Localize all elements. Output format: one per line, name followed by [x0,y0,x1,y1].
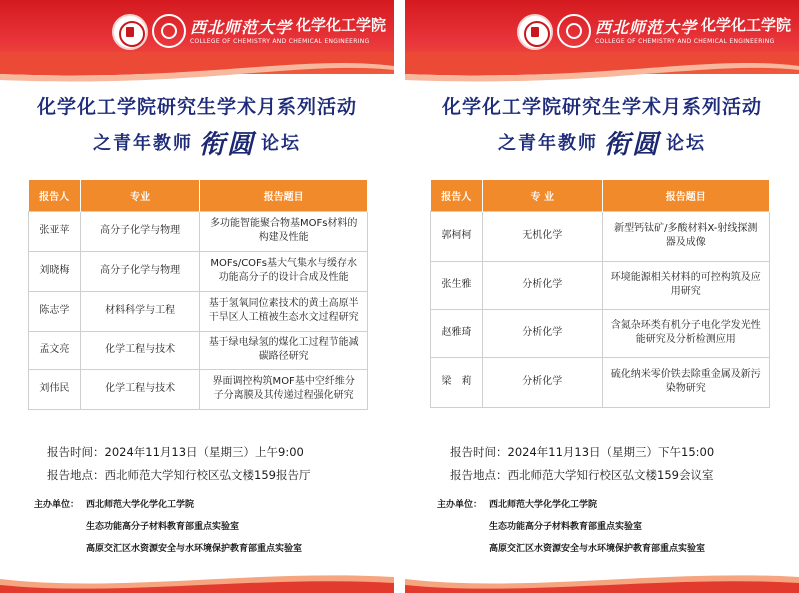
report-topic: 基于绿电绿氢的煤化工过程节能减碳路径研究 [200,331,368,369]
college-name: 化学化工学院 [701,16,792,34]
speaker-name: 郭柯柯 [431,211,483,261]
report-place: 报告地点：西北师范大学知行校区弘文楼159会议室 [450,468,714,482]
speaker-major: 分析化学 [482,261,602,309]
organizer: 高原交汇区水资源安全与水环境保护教育部重点实验室 [489,544,706,554]
university-seal-logo [517,14,553,50]
report-topic: 硫化纳米零价铁去除重金属及新污染物研究 [602,357,769,407]
table-row [431,309,770,357]
poster-afternoon [405,0,799,593]
speaker-name: 刘伟民 [29,369,81,409]
speaker-major: 化学工程与技术 [80,331,200,369]
report-topic: 含氮杂环类有机分子电化学发光性能研究及分析检测应用 [602,309,769,357]
footer-wave [0,559,394,593]
report-topic: 基于氢氧同位素技术的黄土高原半干旱区人工植被生态水文过程研究 [200,291,368,331]
report-topic: 环境能源相关材料的可控构筑及应用研究 [602,261,769,309]
report-topic: 界面调控构筑MOF基中空纤维分子分离膜及其传递过程强化研究 [200,369,368,409]
table-row [29,211,368,251]
speaker-major: 分析化学 [482,357,602,407]
speaker-major: 高分子化学与物理 [80,211,200,251]
footer-wave [405,559,799,593]
college-emblem-logo [557,14,591,48]
header-speaker: 报告人 [431,180,483,211]
speaker-major: 分析化学 [482,309,602,357]
subtitle-brush-text: 衔圆 [198,130,255,160]
college-name: 化学化工学院 [296,16,387,34]
organizer: 西北师范大学化学化工学院 [489,500,598,510]
organizer: 高原交汇区水资源安全与水环境保护教育部重点实验室 [86,544,303,554]
organizer: 生态功能高分子材料教育部重点实验室 [489,522,643,532]
report-place: 报告地点：西北师范大学知行校区弘文楼159报告厅 [47,468,311,482]
schedule-table [28,180,368,410]
university-name: 西北师范大学 [190,18,293,37]
speaker-name: 梁 莉 [431,357,483,407]
subtitle-brush-text: 衔圆 [603,130,660,160]
poster-morning [0,0,394,593]
speaker-name: 刘晓梅 [29,251,81,291]
table-row [29,291,368,331]
organizer: 生态功能高分子材料教育部重点实验室 [86,522,240,532]
table-row [431,357,770,407]
report-time: 报告时间：2024年11月13日（星期三）下午15:00 [450,445,715,459]
report-topic: MOFs/COFs基大气集水与缓存水功能高分子的设计合成及性能 [200,251,368,291]
college-english-name: COLLEGE OF CHEMISTRY AND CHEMICAL ENGINEERING [595,38,775,45]
college-emblem-logo [152,14,186,48]
speaker-name: 张生雅 [431,261,483,309]
poster-subtitle [405,124,799,161]
organizer-label: 主办单位： [34,500,80,510]
poster-title: 化学化工学院研究生学术月系列活动 [36,96,357,118]
table-row [431,211,770,261]
subtitle-suffix: 论坛 [261,133,301,154]
report-time: 报告时间：2024年11月13日（星期三）上午9:00 [47,445,304,459]
header-speaker: 报告人 [29,180,81,211]
speaker-name: 孟文亮 [29,331,81,369]
schedule-table [430,180,770,408]
speaker-name: 张亚苹 [29,211,81,251]
speaker-major: 高分子化学与物理 [80,251,200,291]
table-row [29,251,368,291]
organizer: 西北师范大学化学化工学院 [86,500,195,510]
table-row [431,261,770,309]
speaker-major: 材料科学与工程 [80,291,200,331]
university-seal-logo [112,14,148,50]
poster-subtitle [0,124,394,161]
header-major: 专业 [80,180,200,211]
speaker-name: 赵雅琦 [431,309,483,357]
subtitle-suffix: 论坛 [666,133,706,154]
poster-title: 化学化工学院研究生学术月系列活动 [441,96,762,118]
subtitle-prefix: 之青年教师 [92,133,193,154]
header-wave [0,52,394,92]
table-row [29,331,368,369]
header-major: 专 业 [482,180,602,211]
speaker-major: 无机化学 [482,211,602,261]
report-topic: 新型钙钛矿/多酸材料X-射线探测器及成像 [602,211,769,261]
organizer-label: 主办单位： [437,500,483,510]
header-topic: 报告题目 [602,180,769,211]
speaker-name: 陈志学 [29,291,81,331]
speaker-major: 化学工程与技术 [80,369,200,409]
table-row [29,369,368,409]
header-wave [405,52,799,92]
report-topic: 多功能智能聚合物基MOFs材料的构建及性能 [200,211,368,251]
college-english-name: COLLEGE OF CHEMISTRY AND CHEMICAL ENGINEERING [190,38,370,45]
university-name: 西北师范大学 [595,18,698,37]
subtitle-prefix: 之青年教师 [497,133,598,154]
header-topic: 报告题目 [200,180,368,211]
